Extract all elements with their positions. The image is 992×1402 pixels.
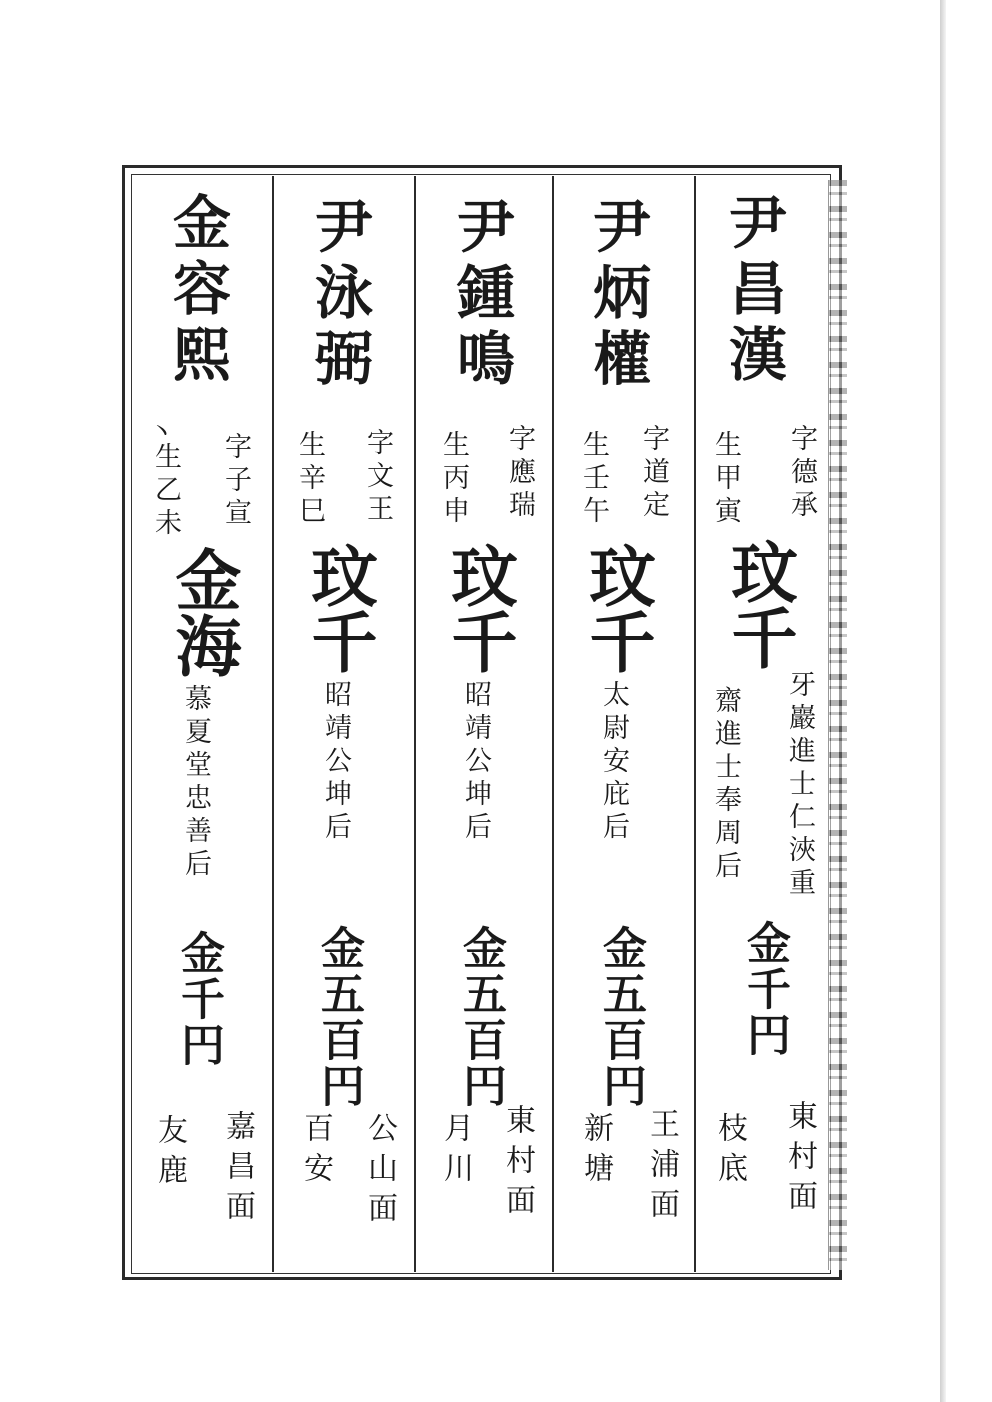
column-divider [414, 176, 416, 1272]
entry-village: 百安 [298, 1112, 333, 1192]
entry-courtesy: 字德承 [786, 424, 817, 523]
margin-running-head [828, 180, 847, 1270]
entry-birth: 生壬午 [578, 430, 609, 529]
entry-courtesy: 字應瑞 [504, 424, 535, 523]
entry-place: 王浦面 [644, 1108, 679, 1228]
entry-name: 尹昌漢 [719, 192, 787, 390]
entry-name: 尹炳權 [583, 196, 651, 394]
entry-amount: 金五百円 [313, 925, 364, 1109]
entry-village: 枝底 [712, 1112, 747, 1192]
entry-lineage: 玟千 [578, 542, 656, 674]
entry-birth: 生辛巳 [294, 430, 325, 529]
column-divider [694, 176, 696, 1272]
entry-name: 尹鍾鳴 [447, 196, 515, 394]
entry-village: 月川 [438, 1112, 473, 1192]
entry-note: 昭靖公坤后 [460, 680, 491, 845]
entry-amount: 金五百円 [595, 925, 646, 1109]
entry-note: 昭靖公坤后 [320, 680, 351, 845]
entry-lineage: 金海 [164, 546, 242, 678]
entry-amount: 金千円 [739, 920, 790, 1058]
entry-amount: 金千円 [173, 930, 224, 1068]
entry-lineage: 玟千 [720, 538, 798, 670]
entry-note: 慕夏堂忠善后 [180, 684, 211, 882]
entry-lineage: 玟千 [300, 542, 378, 674]
entry-name: 金容熙 [163, 192, 231, 390]
entry-birth: 生甲寅 [710, 430, 741, 529]
entry-birth: 生乙未 [150, 442, 181, 541]
entry-name: 尹泳弼 [305, 196, 373, 394]
column-divider [272, 176, 274, 1272]
entry-village: 友鹿 [152, 1114, 187, 1194]
entry-place: 東村面 [782, 1100, 817, 1220]
entry-amount: 金五百円 [455, 925, 506, 1109]
entry-birth: 生丙申 [438, 430, 469, 529]
column-divider [552, 176, 554, 1272]
entry-village: 新塘 [578, 1112, 613, 1192]
entry-courtesy: 字文王 [362, 428, 393, 527]
entry-note: 牙巖進士仁浹重 [784, 670, 815, 901]
entry-lineage: 玟千 [440, 542, 518, 674]
entry-note: 太尉安庇后 [598, 680, 629, 845]
entry-place: 嘉昌面 [220, 1110, 255, 1230]
entry-courtesy: 字道定 [638, 424, 669, 523]
entry-place: 東村面 [500, 1104, 535, 1224]
entry-note-2: 齋進士奉周后 [710, 686, 741, 884]
entry-place: 公山面 [362, 1112, 397, 1232]
page-edge-shadow [940, 0, 946, 1402]
entry-courtesy: 字子宣 [220, 432, 251, 531]
entry-marker: 丶 [144, 418, 174, 444]
